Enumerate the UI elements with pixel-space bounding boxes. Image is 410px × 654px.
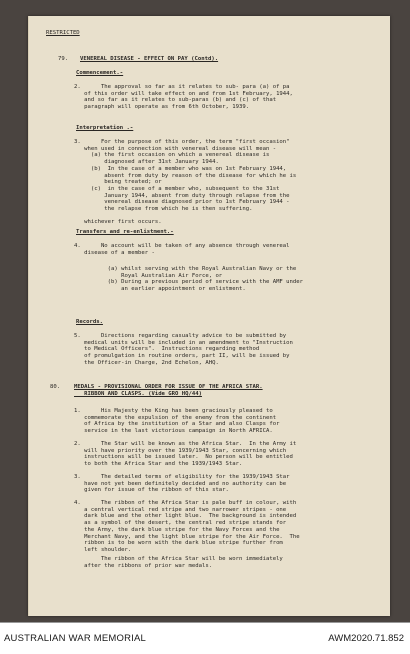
page-edge xyxy=(28,16,29,616)
commencement-heading: Commencement.- xyxy=(76,70,124,76)
accession-number: AWM2020.71.852 xyxy=(328,633,404,644)
item-80-number: 80. xyxy=(50,384,61,390)
item-79-title: VENEREAL DISEASE - EFFECT ON PAY (Contd). xyxy=(80,56,219,62)
paragraph-4: 4. No account will be taken of any absence through venereal disease of a member - xyxy=(74,243,290,256)
paragraph-4-subitems: (a) whilst serving with the Royal Australian Navy or the Royal Australian Air Force, or (b) During a previous period of service with the AMF under an earlier appointment or enlistment. xyxy=(107,266,304,293)
item-80-title: MEDALS - PROVISIONAL ORDER FOR ISSUE OF THE AFRICA STAR. RIBBON AND CLASPS. (Vide GRO HQ/44) xyxy=(74,384,263,397)
item-79-number: 79. xyxy=(58,56,69,62)
africa-star-paragraph-2: 2. The Star will be known as the Africa Star. In the Army it will have priority over the 1939/1943 Star, concerning which instructions will be issued later. No person will be entitled to both the Africa Star and the 1939/1943 Star. xyxy=(74,441,297,468)
paragraph-3: 3. For the purpose of this order, the term "first occasion" when used in connection with venereal disease will mean - (a) the first occasion on which a venereal disease is diagnosed after 31st January 1944. (b) In the case of a member who was on 1st February 1944, absent from duty by reason of the disease for which he is being treated; or (c) in the case of a member who, subsequent to the 31st January 1944, absent from duty through relapse from the venereal disease diagnosed prior to 1st February 1944 - the relapse from which he is then suffering. xyxy=(74,139,297,213)
whichever-occurs: whichever first occurs. xyxy=(74,219,162,225)
records-heading: Records. xyxy=(76,319,103,325)
paragraph-2: 2. The approval so far as it relates to sub- para (a) of pa of this order will take effect on and from 1st February, 1944, and so far as it relates to sub-paras (b) and (c) of that paragraph will operate as from 6th October, 1939. xyxy=(74,84,293,111)
document-page xyxy=(28,16,390,616)
paragraph-5: 5. Directions regarding casualty advice to be submitted by medical units will be included in an amendment to "Instruction to Medical Officers". Instructions regarding method of promulgation in routine orders, part II, will be issued by the Officer-in Charge, 2nd Echelon, AHQ. xyxy=(74,333,293,366)
institution-name: AUSTRALIAN WAR MEMORIAL xyxy=(4,633,147,644)
africa-star-paragraph-1: 1. His Majesty the King has been graciously pleased to commemorate the expulsion of the enemy from the continent of Africa by the institution of a Star and also Clasps for service in the last victorious campaign in North AFRICA. xyxy=(74,408,280,435)
transfers-heading: Transfers and re-enlistment.- xyxy=(76,229,174,235)
archive-footer xyxy=(0,622,410,654)
africa-star-paragraph-4: 4. The ribbon of the Africa Star is pale buff in colour, with a central vertical red stripe and two narrower stripes - one dark blue and the other light blue. The background is intended as a symbol of the desert, the central red stripe stands for the Army, the dark blue stripe for the Navy Forces and the Merchant Navy, and the light blue stripe for the Air Force. The ribbon is to be worn with the dark blue stripe further from left shoulder. xyxy=(74,500,300,553)
africa-star-paragraph-3: 3. The detailed terms of eligibility for the 1939/1943 Star have not yet been definitely decided and no authority can be given for issue of the ribbon of this star. xyxy=(74,474,290,494)
interpretation-heading: Interpretation .- xyxy=(76,125,134,131)
classification-mark: RESTRICTED xyxy=(46,30,80,36)
africa-star-paragraph-4-cont: The ribbon of the Africa Star will be worn immediately after the ribbons of prior war medals. xyxy=(84,556,283,569)
